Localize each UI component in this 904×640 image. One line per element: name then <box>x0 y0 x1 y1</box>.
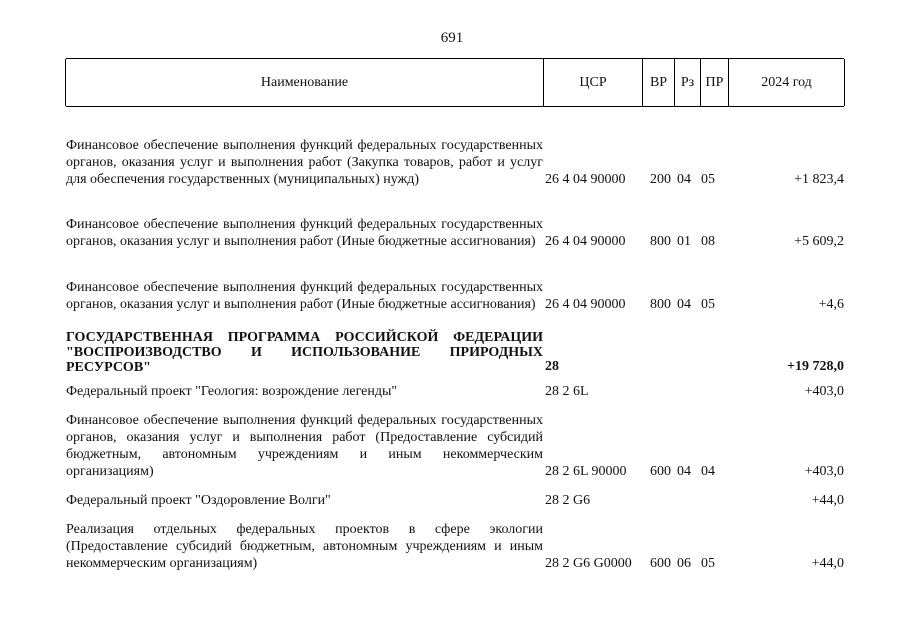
row-csr: 28 2 6L <box>545 384 589 399</box>
row-rz: 04 <box>677 464 691 479</box>
table-row <box>66 412 844 480</box>
table-row <box>66 120 844 188</box>
row-amount: +5 609,2 <box>794 234 844 249</box>
row-name: Финансовое обеспечение выполнения функций федеральных государственных органов, оказания услуг и выполнения работ (Иные бюджетные ассигнования) <box>66 280 543 312</box>
table-row <box>66 492 844 509</box>
row-name: Финансовое обеспечение выполнения функций федеральных государственных органов, оказания услуг и выполнения работ (Предоставление субсидий бюджетным, автономным учреждениям и иным некоммерческим организациям) <box>66 413 543 479</box>
row-pr: 05 <box>701 172 715 187</box>
row-csr: 28 2 G6 <box>545 493 591 508</box>
row-pr: 04 <box>701 464 715 479</box>
row-vr: 600 <box>650 556 671 571</box>
row-csr: 26 4 04 90000 <box>545 172 626 187</box>
row-amount: +19 728,0 <box>787 359 844 374</box>
program-row <box>66 324 844 375</box>
row-amount: +403,0 <box>804 464 844 479</box>
row-name: Федеральный проект "Оздоровление Волги" <box>66 493 331 508</box>
row-pr: 05 <box>701 556 715 571</box>
table-header <box>66 58 844 107</box>
row-amount: +44,0 <box>811 493 844 508</box>
row-name: ГОСУДАРСТВЕННАЯ ПРОГРАММА РОССИЙСКОЙ ФЕДЕРАЦИИ "ВОСПРОИЗВОДСТВО И ИСПОЛЬЗОВАНИЕ ПРИРОДНЫХ РЕСУРСОВ" <box>66 330 543 375</box>
row-name: Финансовое обеспечение выполнения функций федеральных государственных органов, оказания услуг и выполнения работ (Закупка товаров, работ и услуг для обеспечения государственных (муниципальных) нужд) <box>66 138 543 187</box>
row-vr: 800 <box>650 297 671 312</box>
row-vr: 600 <box>650 464 671 479</box>
row-csr: 28 2 6L 90000 <box>545 464 627 479</box>
header-rz: Рз <box>675 59 701 106</box>
table-row <box>66 383 844 400</box>
row-name: Реализация отдельных федеральных проектов в сфере экологии (Предоставление субсидий бюджетным, автономным учреждениям и иным некоммерческим организациям) <box>66 522 543 571</box>
row-pr: 08 <box>701 234 715 249</box>
row-rz: 04 <box>677 297 691 312</box>
row-amount: +403,0 <box>804 384 844 399</box>
row-amount: +4,6 <box>818 297 844 312</box>
page-number: 691 <box>440 30 464 46</box>
header-right-border <box>844 59 845 106</box>
row-amount: +1 823,4 <box>794 172 844 187</box>
header-pr: ПР <box>701 59 729 106</box>
header-vr: ВР <box>643 59 675 106</box>
row-name: Финансовое обеспечение выполнения функций федеральных государственных органов, оказания услуг и выполнения работ (Иные бюджетные ассигнования) <box>66 217 543 249</box>
row-amount: +44,0 <box>811 556 844 571</box>
row-name: Федеральный проект "Геология: возрождение легенды" <box>66 384 398 399</box>
row-rz: 01 <box>677 234 691 249</box>
row-csr: 28 <box>545 359 559 374</box>
header-year: 2024 год <box>761 75 812 90</box>
row-pr: 05 <box>701 297 715 312</box>
row-rz: 04 <box>677 172 691 187</box>
table-row <box>66 199 844 250</box>
row-csr: 26 4 04 90000 <box>545 234 626 249</box>
row-csr: 28 2 G6 G0000 <box>545 556 632 571</box>
table-row <box>66 262 844 313</box>
header-name: Наименование <box>66 59 544 106</box>
row-vr: 200 <box>650 172 671 187</box>
header-csr: ЦСР <box>544 59 643 106</box>
header-left-border <box>65 59 66 106</box>
table-row <box>66 521 844 572</box>
row-rz: 06 <box>677 556 691 571</box>
row-csr: 26 4 04 90000 <box>545 297 626 312</box>
row-vr: 800 <box>650 234 671 249</box>
